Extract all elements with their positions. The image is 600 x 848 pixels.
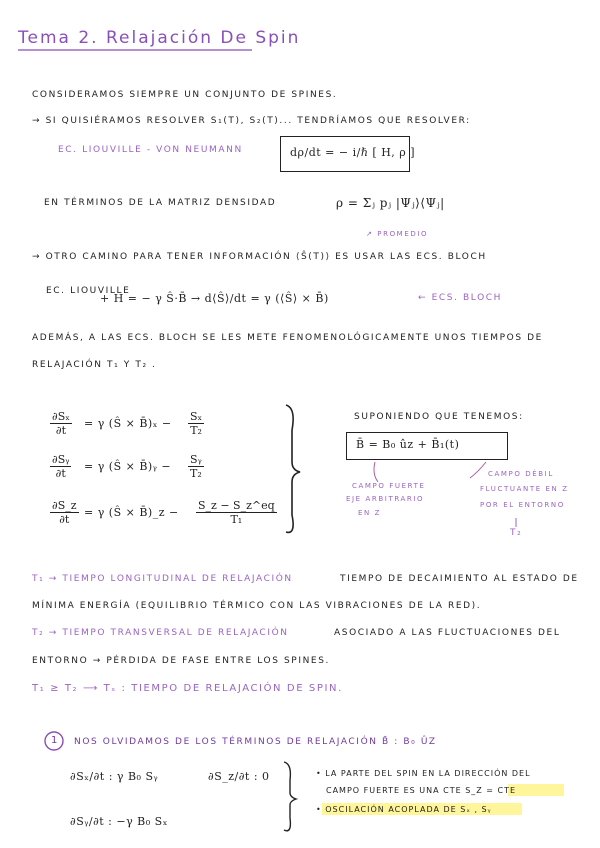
strong-field-note-2: EJE ARBITRARIO [346, 495, 425, 503]
intro-line-1: CONSIDERAMOS SIEMPRE UN CONJUNTO DE SPINES. [32, 90, 338, 100]
section-1-number: 1 [51, 735, 58, 746]
liouville-equation: dρ/dt = − i/ℏ [ H, ρ ] [290, 146, 416, 159]
highlight-sz-cte [508, 784, 564, 796]
t1-text: TIEMPO DE DECAIMIENTO AL ESTADO DE [340, 574, 579, 584]
t2-text-2: ENTORNO → PÉRDIDA DE FASE ENTRE LOS SPINES. [32, 656, 330, 666]
t2-text: ASOCIADO A LAS FLUCTUACIONES DEL [334, 628, 561, 638]
t1-text-2: MÍNIMA ENERGÍA (EQUILIBRIO TÉRMICO CON LAS VIBRACIONES DE LA RED). [32, 601, 482, 611]
spin-relaxation-time: T₁ ≥ T₂ ⟶ Τₛ : TIEMPO DE RELAJACIÓN DE SPIN. [32, 683, 343, 694]
density-equation: ρ = Σⱼ pⱼ |Ψⱼ⟩⟨Ψⱼ| [336, 196, 445, 210]
promedio-note: ↗ PROMEDIO [366, 230, 429, 238]
bullet-1-a: • LA PARTE DEL SPIN EN LA DIRECCIÓN DEL [316, 769, 531, 778]
eq-section-y: ∂Sᵧ/∂t : −γ B₀ Sₓ [70, 815, 168, 828]
bloch-label: ← ECS. BLOCH [418, 293, 503, 303]
ademas-line-2: RELAJACIÓN T₁ Y T₂ . [32, 360, 157, 370]
other-way-text: → OTRO CAMINO PARA TENER INFORMACIÓN ⟨Ŝ(T)⟩ ES USAR LAS ECS. BLOCH [32, 252, 487, 262]
field-equation: B̄ = B₀ ûz + B̄₁(t) [356, 438, 460, 451]
strong-field-note-1: CAMPO FUERTE [352, 482, 426, 490]
eq-x-relax: $\frac{\text{Sₓ}}{\text{T₂}}$ [190, 410, 203, 437]
section-1-heading: NOS OLVIDAMOS DE LOS TÉRMINOS DE RELAJACIÓN B̄ : B₀ ÛZ [74, 737, 437, 747]
bullet-1-b: CAMPO FUERTE ES UNA CTE S_Z = CTE [326, 786, 517, 795]
ec-liouville-a: EC. LIOUVILLE [46, 286, 131, 296]
intro-line-2: → SI QUISIÉRAMOS RESOLVER S₁(T), S₂(T)... TENDRÍAMOS QUE RESOLVER: [32, 116, 471, 126]
liouville-label: EC. LIOUVILLE - VON NEUMANN [58, 145, 243, 155]
weak-field-note-4: T₂ [510, 528, 523, 538]
t1-label: T₁ → TIEMPO LONGITUDINAL DE RELAJACIÓN [32, 574, 293, 584]
weak-field-note-1: CAMPO DÉBIL [488, 470, 554, 478]
eq-section-z: ∂S_z/∂t : 0 [208, 770, 270, 783]
bloch-equation: + H = − γ Ŝ·B̄ → d⟨Ŝ⟩/dt = γ (⟨Ŝ⟩ × B̄) [100, 292, 329, 305]
eq-z-lhs: $\frac{\partial S\_z}{\partial t}$ [52, 499, 77, 526]
eq-y-relax: $\frac{\text{Sᵧ}}{\text{T₂}}$ [190, 453, 202, 480]
weak-field-note-3: POR EL ENTORNO [480, 501, 565, 509]
eq-section-x: ∂Sₓ/∂t : γ B₀ Sᵧ [70, 770, 159, 783]
bullet-2: • OSCILACIÓN ACOPLADA DE Sₓ , Sᵧ [316, 805, 492, 814]
eq-x-rhs: = γ (Ŝ × B̄)ₓ − [84, 417, 172, 430]
eq-y-lhs: $\frac{\text{∂Sᵧ}}{\partial t}$ [52, 453, 70, 480]
t2-label: T₂ → TIEMPO TRANSVERSAL DE RELAJACIÓN [32, 628, 289, 638]
eq-x-lhs: $\frac{\text{∂Sₓ}}{\partial t}$ [52, 410, 70, 437]
page-title: Tema 2. Relajación De Spin [18, 28, 301, 48]
eq-y-rhs: = γ (Ŝ × B̄)ᵧ − [84, 460, 172, 473]
strong-field-note-3: EN Z [358, 509, 382, 517]
suppose-text: SUPONIENDO QUE TENEMOS: [354, 412, 524, 422]
eq-z-relax: $\frac{S\_z - S\_z\^{}eq}{\text{T₁}}$ [198, 499, 275, 526]
density-text: EN TÉRMINOS DE LA MATRIZ DENSIDAD [44, 198, 277, 208]
eq-z-rhs: = γ (Ŝ × B̄)_z − [84, 506, 179, 519]
ademas-line-1: ADEMÁS, A LAS ECS. BLOCH SE LES METE FENOMENOLÓGICAMENTE UNOS TIEMPOS DE [32, 333, 543, 343]
weak-field-note-2: FLUCTUANTE EN Z [480, 485, 569, 493]
